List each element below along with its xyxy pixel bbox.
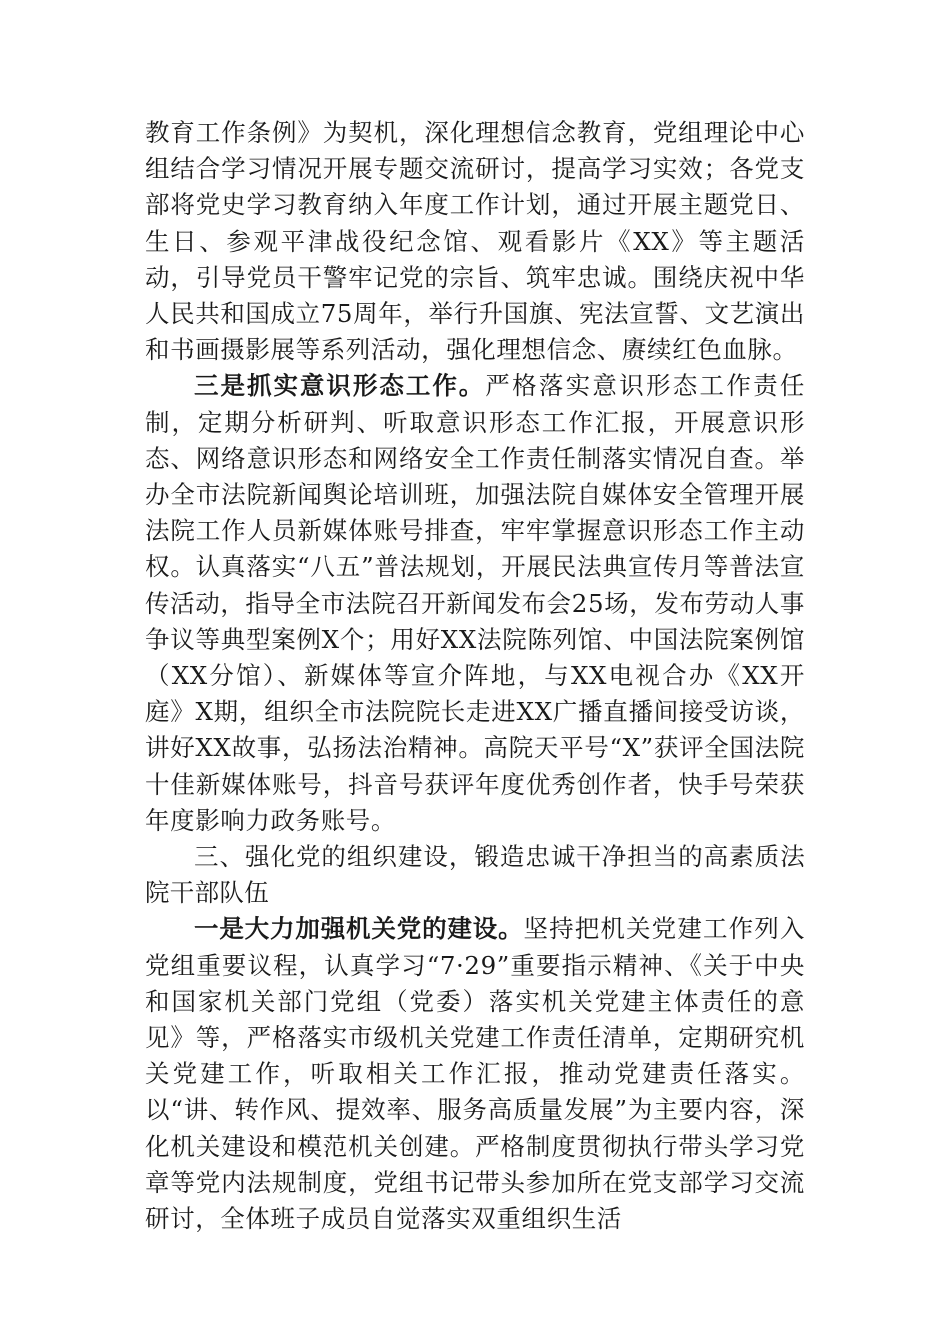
paragraph-body-ideology: 严格落实意识形态工作责任制，定期分析研判、听取意识形态工作汇报，开展意识形态、网络意识形态和网络安全工作责任制落实情况自查。举办全市法院新闻舆论培训班，加强法院自媒体安全管理开展法院工作人员新媒体账号排查，牢牢掌握意识形态工作主动权。认真落实“八五”普法规划，开展民法典宣传月等普法宣传活动，指导全市法院召开新闻发布会25场，发布劳动人事争议等典型案例X个；用好XX法院陈列馆、中国法院案例馆（XX分馆）、新媒体等宣介阵地，与XX电视合办《XX开庭》X期，组织全市法院院长走进XX广播直播间接受访谈，讲好XX故事，弘扬法治精神。高院天平号“X”获评全国法院十佳新媒体账号，抖音号获评年度优秀创作者，快手号荣获年度影响力政务账号。 — [145, 371, 805, 835]
paragraph-body-party-building: 坚持把机关党建工作列入党组重要议程，认真学习“7·29”重要指示精神、《关于中央和国家机关部门党组（党委）落实机关党建主体责任的意见》等，严格落实市级机关党建工作责任清单，定期研究机关党建工作，听取相关工作汇报，推动党建责任落实。以“讲、转作风、提效率、服务高质量发展”为主要内容，深化机关建设和模范机关创建。严格制度贯彻执行带头学习党章等党内法规制度，党组书记带头参加所在党支部学习交流研讨，全体班子成员自觉落实双重组织生活 — [145, 914, 805, 1234]
section-heading: 三、强化党的组织建设，锻造忠诚干净担当的高素质法院干部队伍 — [145, 842, 805, 908]
paragraph-party-building — [145, 911, 805, 1237]
paragraph-ideology-work — [145, 368, 805, 839]
document-body — [145, 115, 805, 1237]
paragraph-lead-ideology: 三是抓实意识形态工作。 — [194, 371, 486, 401]
paragraph-continuation: 教育工作条例》为契机，深化理想信念教育，党组理论中心组结合学习情况开展专题交流研讨，提高学习实效；各党支部将党史学习教育纳入年度工作计划，通过开展主题党日、生日、参观平津战役纪念馆、观看影片《XX》等主题活动，引导党员干警牢记党的宗旨、筑牢忠诚。围绕庆祝中华人民共和国成立75周年，举行升国旗、宪法宣誓、文艺演出和书画摄影展等系列活动，强化理想信念、赓续红色血脉。 — [145, 118, 805, 365]
paragraph-lead-party-building: 一是大力加强机关党的建设。 — [194, 914, 524, 944]
